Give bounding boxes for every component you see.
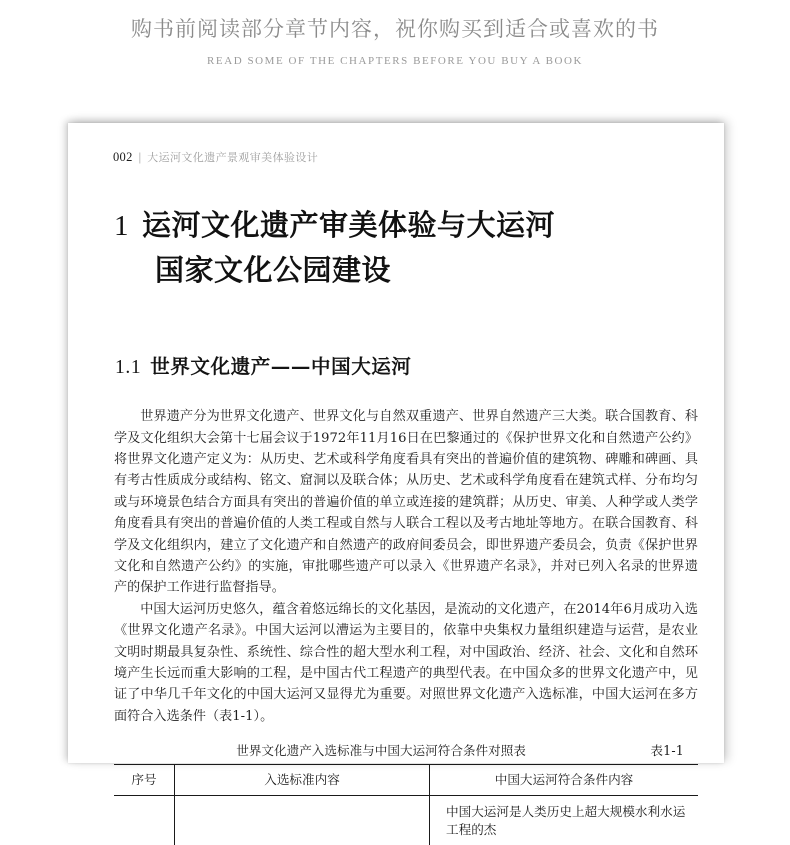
table-cell-grand-canal: 中国大运河是人类历史上超大规模水利水运工程的杰 — [430, 796, 699, 845]
table-header-row — [114, 765, 698, 796]
section-heading-text: 世界文化遗产——中国大运河 — [150, 355, 412, 379]
section-number: 1.1 — [115, 357, 142, 379]
running-head-book-title: 大运河文化遗产景观审美体验设计 — [147, 151, 319, 164]
chapter-title-text-line-1: 运河文化遗产审美体验与大运河 — [142, 208, 556, 242]
page-number: 002 — [113, 150, 133, 164]
table-header-cell-no: 序号 — [114, 765, 175, 796]
chapter-title-line-1 — [114, 203, 700, 248]
table-number: 表1-1 — [650, 743, 684, 759]
promo-banner — [0, 0, 790, 67]
chapter-title-line-2: 国家文化公园建设 — [155, 253, 392, 288]
chapter-title — [114, 203, 700, 292]
body-text — [114, 406, 698, 727]
table-header-cell-standard: 入选标准内容 — [175, 765, 430, 796]
table-row — [114, 796, 698, 845]
running-head-separator: | — [138, 150, 142, 164]
page-content-area — [68, 149, 724, 845]
table-caption — [114, 740, 698, 764]
table-caption-title: 世界文化遗产入选标准与中国大运河符合条件对照表 — [236, 743, 526, 759]
comparison-table — [114, 764, 698, 845]
paragraph: 中国大运河历史悠久，蕴含着悠远绵长的文化基因，是流动的文化遗产，在2014年6月成功入选《世界文化遗产名录》。中国大运河以漕运为主要目的，依靠中央集权力量组织建造与运营，是农业文明时期最具复杂性、系统性、综合性的超大型水利工程，对中国政治、经济、社会、文化和自然环境产生长远而重大影响的工程，是中国古代工程遗产的典型代表。在中国众多的世界文化遗产中，见证了中华几千年文化的中国大运河又显得尤为重要。对照世界文化遗产入选标准，中国大运河在多方面符合入选条件（表1-1）。 — [114, 601, 698, 724]
section-heading — [115, 351, 700, 379]
chapter-number: 1 — [114, 210, 129, 242]
running-head — [113, 149, 700, 165]
promo-banner-chinese-text: 购书前阅读部分章节内容，祝你购买到适合或喜欢的书 — [131, 17, 659, 41]
book-page-sheet — [68, 123, 724, 838]
table-header-row-group — [114, 765, 698, 796]
paragraph: 世界遗产分为世界文化遗产、世界文化与自然双重遗产、世界自然遗产三大类。联合国教育、科学及文化组织大会第十七届会议于1972年11月16日在巴黎通过的《保护世界文化和自然遗产公约》将世界文化遗产定义为：从历史、艺术或科学角度看具有突出的普遍价值的建筑物、碑雕和碑画、具有考古性质成分或结构、铭文、窟洞以及联合体；从历史、艺术或科学角度看在建筑式样、分布均匀或与环境景色结合方面具有突出的普遍价值的单立或连接的建筑群；从历史、审美、人种学或人类学角度看具有突出的普遍价值的人类工程或自然与人联合工程以及考古地址等地方。在联合国教育、科学及文化组织内，建立了文化遗产和自然遗产的政府间委员会，即世界遗产委员会，负责《保护世界文化和自然遗产公约》的实施，审批哪些遗产可以录入《世界遗产名录》，并对已列入名录的世界遗产的保护工作进行监督指导。 — [114, 409, 698, 596]
table-cell-no — [114, 796, 175, 845]
promo-banner-english-text: READ SOME OF THE CHAPTERS BEFORE YOU BUY A BOOK — [207, 54, 583, 67]
table-body — [114, 796, 698, 845]
table-cell-standard — [175, 796, 430, 845]
table-header-cell-grand-canal: 中国大运河符合条件内容 — [430, 765, 699, 796]
comparison-table-block — [114, 740, 698, 845]
